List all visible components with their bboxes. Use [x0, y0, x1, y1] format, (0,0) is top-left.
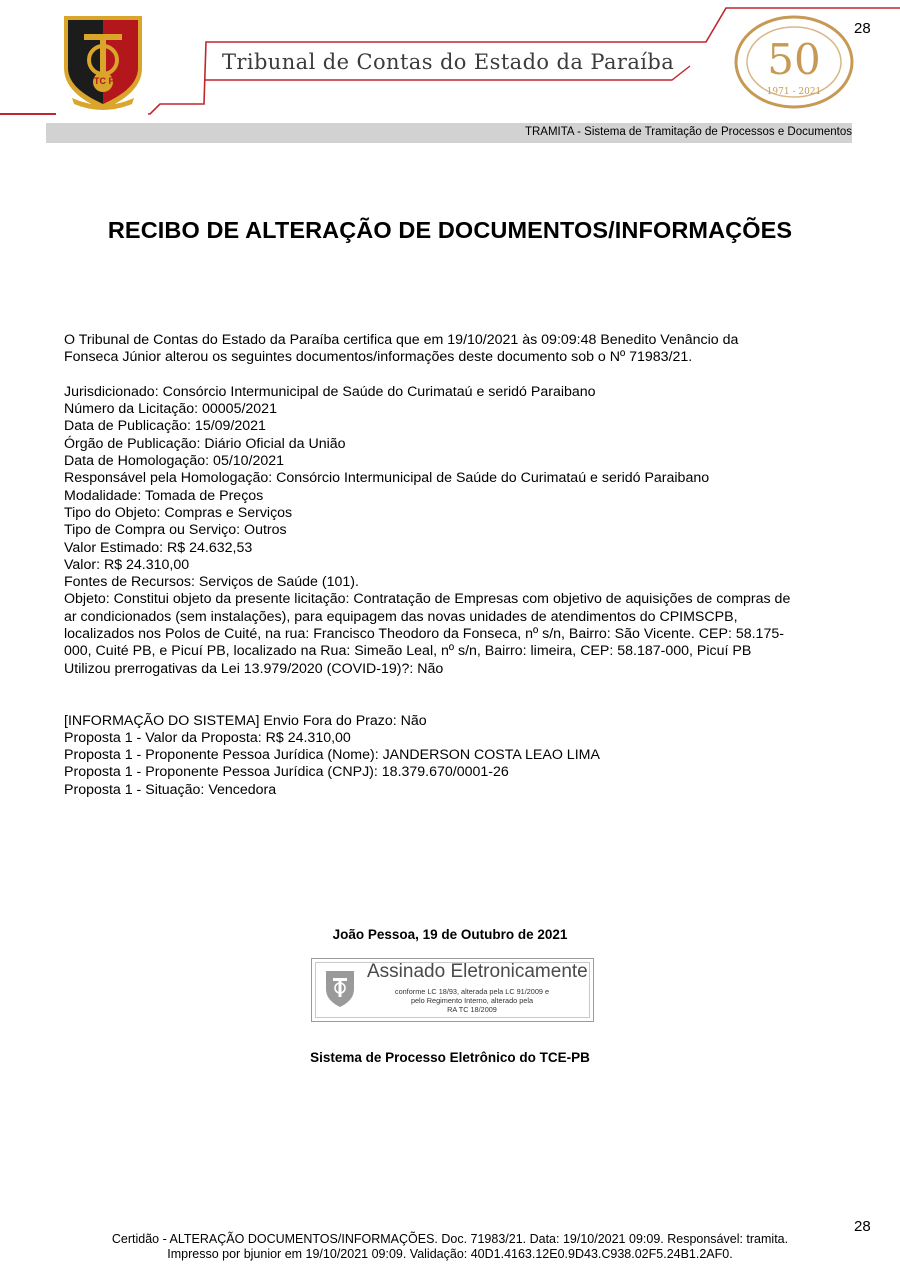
stamp-heading: Assinado Eletronicamente [367, 961, 588, 982]
detail-responsavel-homologacao: Responsável pela Homologação: Consórcio Intermunicipal de Saúde do Curimataú e seridó Paraibano [64, 470, 710, 487]
detail-tipo-compra: Tipo de Compra ou Serviço: Outros [64, 522, 287, 539]
system-info-line: Proposta 1 - Proponente Pessoa Jurídica (Nome): JANDERSON COSTA LEAO LIMA [64, 747, 600, 764]
detail-data-publicacao: Data de Publicação: 15/09/2021 [64, 418, 266, 435]
detail-numero-licitacao: Número da Licitação: 00005/2021 [64, 401, 277, 418]
system-info-line: [INFORMAÇÃO DO SISTEMA] Envio Fora do Prazo: Não [64, 712, 427, 729]
system-name: TRAMITA - Sistema de Tramitação de Processos e Documentos [524, 126, 852, 138]
detail-data-homologacao: Data de Homologação: 05/10/2021 [64, 453, 285, 470]
detail-objeto: 000, Cuité PB, e Picuí PB, localizado na Rua: Simeão Leal, nº s/n, Bairro: limeira, CEP: 58.187-000, Picuí PB [64, 643, 752, 660]
footer-line: Impresso por bjunior em 19/10/2021 09:09. Validação: 40D1.4163.12E0.9D43.C938.02F5.24B1.2AF0. [167, 1247, 733, 1261]
system-footer-label: Sistema de Processo Eletrônico do TCE-PB [310, 1050, 590, 1065]
stamp-crest-icon [324, 969, 356, 1009]
system-info-line: Proposta 1 - Valor da Proposta: R$ 24.310,00 [64, 729, 351, 746]
crest-monogram: TC PB [94, 76, 121, 86]
intro-line: O Tribunal de Contas do Estado da Paraíba certifica que em 19/10/2021 às 09:09:48 Benedito Venâncio da [64, 332, 739, 348]
system-info-line: Proposta 1 - Situação: Vencedora [64, 781, 277, 798]
detail-valor: Valor: R$ 24.310,00 [64, 556, 190, 573]
detail-valor-estimado: Valor Estimado: R$ 24.632,53 [64, 539, 253, 556]
svg-text:1971 - 2021: 1971 - 2021 [766, 87, 822, 97]
detail-jurisdicionado: Jurisdicionado: Consórcio Intermunicipal de Saúde do Curimataú e seridó Paraibano [64, 383, 596, 400]
svg-text:50: 50 [767, 35, 821, 84]
detail-objeto: localizados nos Polos de Cuité, na rua: Francisco Theodoro da Fonseca, nº s/n, Bairro: São Vicente. CEP: 58.175- [64, 626, 784, 643]
detail-objeto: Objeto: Constitui objeto da presente licitação: Contratação de Empresas com objetivo de aquisições de compras de [64, 591, 791, 608]
signature-stamp [311, 958, 594, 1022]
intro-line: Fonseca Júnior alterou os seguintes documentos/informações deste documento sob o Nº 71983/21. [64, 349, 693, 366]
footer-line: Certidão - ALTERAÇÃO DOCUMENTOS/INFORMAÇÕES. Doc. 71983/21. Data: 19/10/2021 09:09. Responsável: tramita. [111, 1232, 789, 1246]
place-date: João Pessoa, 19 de Outubro de 2021 [332, 927, 568, 942]
detail-objeto: ar condicionados (sem instalações), para equipagem das novas unidades de atendimentos do CPIMSCPB, [64, 608, 738, 625]
detail-covid: Utilizou prerrogativas da Lei 13.979/2020 (COVID-19)?: Não [64, 660, 444, 677]
system-info-line: Proposta 1 - Proponente Pessoa Jurídica (CNPJ): 18.379.670/0001-26 [64, 764, 509, 781]
document-title: RECIBO DE ALTERAÇÃO DE DOCUMENTOS/INFORMAÇÕES [107, 217, 793, 243]
certificate-footer [0, 1232, 900, 1262]
detail-fontes-recursos: Fontes de Recursos: Serviços de Saúde (101). [64, 574, 359, 591]
detail-orgao-publicacao: Órgão de Publicação: Diário Oficial da União [64, 435, 346, 452]
detail-modalidade: Modalidade: Tomada de Preços [64, 487, 264, 504]
institution-name: Tribunal de Contas do Estado da Paraíba [222, 50, 675, 74]
jubilee-badge [733, 14, 855, 110]
stamp-legal-text: conforme LC 18/93, alterada pela LC 91/2009 e pelo Regimento Interno, alterado pela RA TC 18/2009 [394, 987, 550, 1014]
detail-tipo-objeto: Tipo do Objeto: Compras e Serviços [64, 504, 293, 521]
page-number-top: 28 [854, 20, 871, 37]
document-body [64, 332, 854, 799]
page-number-bottom: 28 [854, 1218, 871, 1235]
